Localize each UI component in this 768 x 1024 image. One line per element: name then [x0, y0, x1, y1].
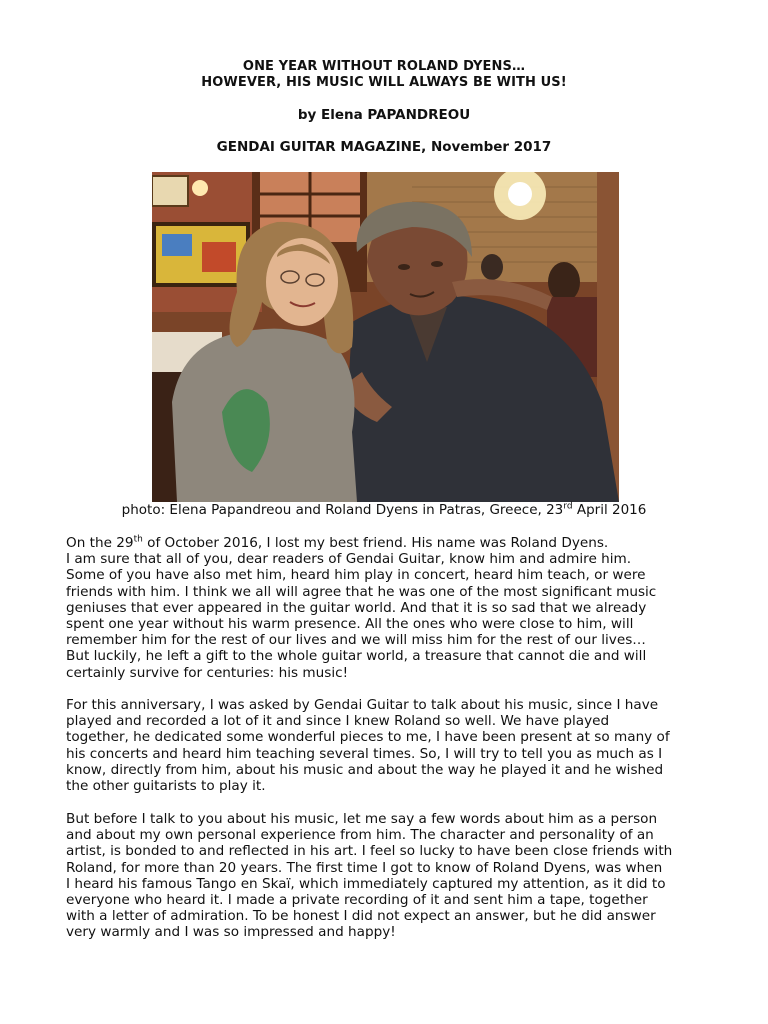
caption-text: photo: Elena Papandreou and Roland Dyens in Patras, Greece, 23	[121, 502, 564, 518]
paragraph-line: Roland, for more than 20 years. The first time I got to know of Roland Dyens, was when	[66, 859, 663, 876]
p1-lead-end: of October 2016, I lost my best friend. His name was Roland Dyens.	[142, 535, 609, 551]
p1-lead: On the 29	[66, 535, 134, 551]
paragraph-line: For this anniversary, I was asked by Gendai Guitar to talk about his music, since I have	[66, 697, 659, 713]
photo-two-people	[152, 172, 619, 502]
paragraph-line: friends with him. I think we all will agree that he was one of the most significant music	[66, 583, 657, 600]
paragraph-line: But luckily, he left a gift to the whole guitar world, a treasure that cannot die and will	[66, 648, 647, 665]
paragraph-line: played and recorded a lot of it and since I knew Roland so well. We have played	[66, 713, 610, 730]
article-title-line-1: ONE YEAR WITHOUT ROLAND DYENS…	[242, 59, 526, 74]
paragraph-line: very warmly and I was so impressed and happy!	[66, 924, 396, 941]
paragraph-line: the other guitarists to play it.	[66, 778, 266, 795]
photo-caption	[0, 502, 768, 518]
paragraph-line: with a letter of admiration. To be honest I did not expect an answer, but he did answer	[66, 908, 656, 925]
article-title-line-2: HOWEVER, HIS MUSIC WILL ALWAYS BE WITH US!	[201, 75, 567, 90]
paragraph-line: I heard his famous Tango en Skaï, which immediately captured my attention, as it did to	[66, 875, 666, 892]
magazine-issue: GENDAI GUITAR MAGAZINE, November 2017	[216, 139, 552, 155]
paragraph-1	[66, 535, 726, 681]
caption-superscript: rd	[563, 501, 573, 512]
paragraph-3	[66, 811, 726, 941]
photo-illustration	[152, 172, 619, 502]
paragraph-line: Some of you have also met him, heard him play in concert, heard him teach, or were	[66, 567, 646, 584]
paragraph-line: geniuses that ever appeared in the guitar world. And that it is so sad that we already	[66, 599, 647, 616]
paragraph-line: certainly survive for centuries: his music!	[66, 664, 349, 681]
paragraph-line: I am sure that all of you, dear readers of Gendai Guitar, know him and admire him.	[66, 551, 632, 568]
paragraph-line: artist, is bonded to and reflected in his art. I feel so lucky to have been close friends with	[66, 843, 673, 860]
author-byline: by Elena PAPANDREOU	[297, 107, 471, 123]
paragraph-line: remember him for the rest of our lives and we will miss him for the rest of our lives…	[66, 632, 646, 649]
paragraph-line: and about my own personal experience from him. The character and personality of an	[66, 827, 654, 844]
caption-text-end: April 2016	[572, 502, 647, 518]
paragraph-line: But before I talk to you about his music, let me say a few words about him as a person	[66, 811, 658, 827]
paragraph-line: spent one year without his warm presence. All the ones who were close to him, will	[66, 616, 634, 633]
paragraph-2	[66, 697, 726, 794]
p1-superscript: th	[133, 534, 143, 545]
paragraph-line: together, he dedicated some wonderful pieces to me, I have been present at so many of	[66, 729, 670, 746]
paragraph-line: everyone who heard it. I made a private recording of it and sent him a tape, together	[66, 892, 648, 909]
paragraph-line: his concerts and heard him teaching several times. So, I will try to tell you as much as I	[66, 745, 663, 762]
paragraph-line: know, directly from him, about his music and about the way he played it and he wished	[66, 761, 664, 778]
paragraph-line	[66, 535, 726, 551]
